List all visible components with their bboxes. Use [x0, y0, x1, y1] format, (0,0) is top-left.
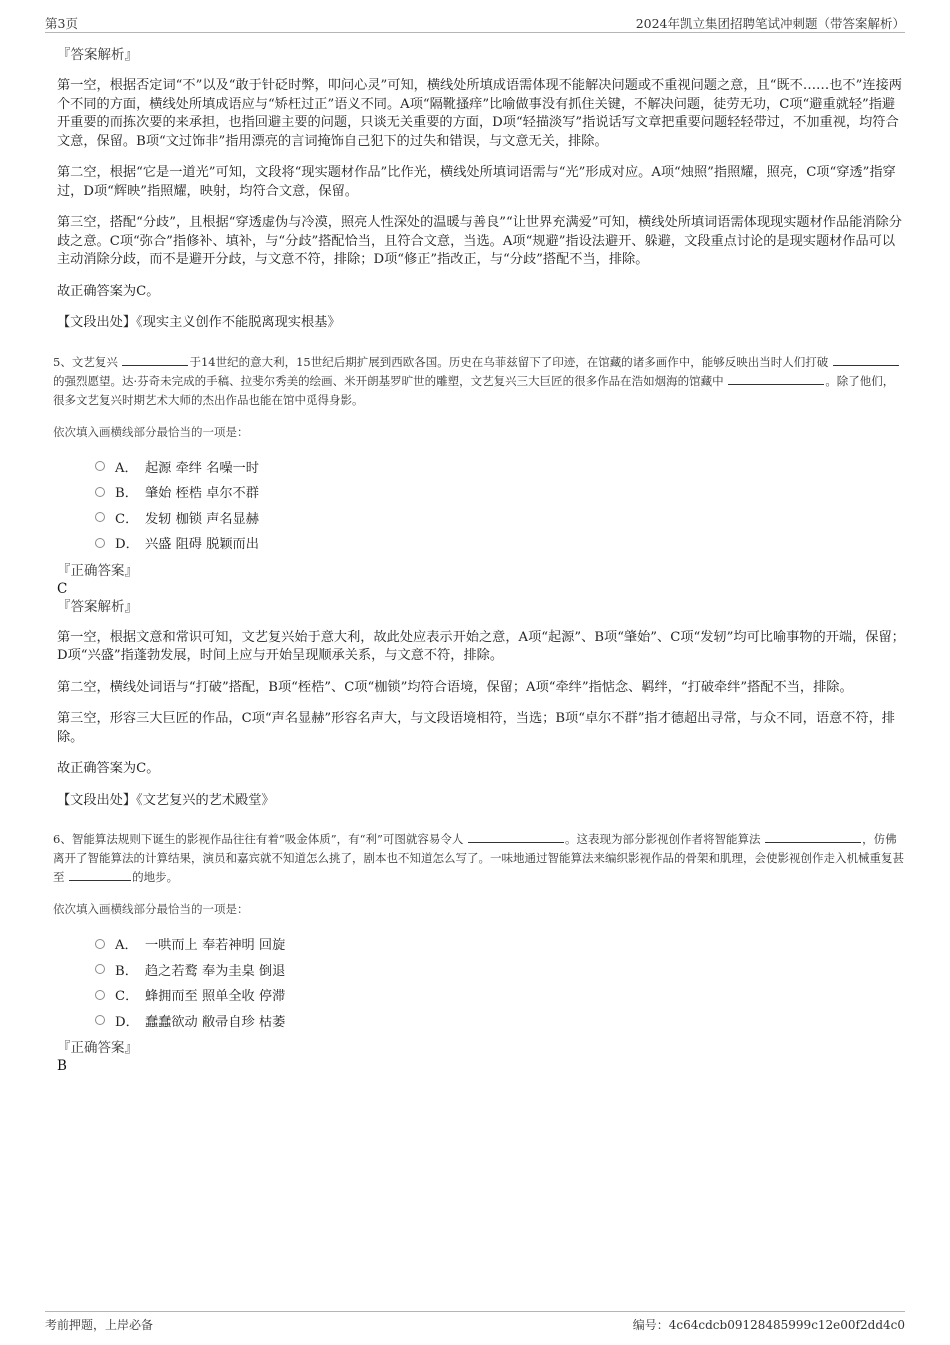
option-d[interactable]: D． 兴盛 阻碍 脱颖而出	[95, 530, 905, 556]
correct-answer: C	[57, 580, 68, 597]
question-instruction: 依次填入画横线部分最恰当的一项是：	[53, 424, 249, 439]
analysis-conclusion: 故正确答案为C。	[57, 283, 160, 299]
question-5-options	[95, 454, 905, 556]
question-5-stem: 5、文艺复兴 于14世纪的意大利，15世纪后期扩展到西欧各国。历史在乌菲兹留下了印迹，在馆藏的诸多画作中，能够反映出当时人们打破 的强烈愿望。达·芬奇未完成的手稿、拉斐尔秀美的绘画、米开朗基罗旷世的雕塑，文艺复兴三大巨匠的很多作品在浩如烟海的馆藏中 。除了他们，很多文艺复兴时期艺术大师的杰出作品也能在馆中觅得身影。	[53, 353, 905, 410]
document-id: 编号：4c64cdcb09128485999c12e00f2dd4c0	[632, 1318, 905, 1332]
fill-blank	[468, 831, 564, 843]
fill-blank	[765, 831, 861, 843]
radio-icon[interactable]	[95, 461, 105, 471]
option-c[interactable]: C． 蜂拥而至 照单全收 停滞	[95, 982, 905, 1008]
analysis-paragraph: 第三空，搭配“分歧”，且根据“穿透虚伪与冷漠，照亮人性深处的温暖与善良”“让世界充满爱”可知，横线处所填词语需体现现实题材作品能消除分歧之意。C项“弥合”指修补、填补，与“分歧”搭配恰当，且符合文意，当选。A项“规避”指设法避开、躲避，文段重点讨论的是现实题材作品可以主动消除分歧，而不是避开分歧，与文意不符，排除；D项“修正”指改正，与“分歧”搭配不当，排除。	[57, 215, 902, 267]
fill-blank	[69, 869, 131, 881]
analysis-conclusion: 故正确答案为C。	[57, 761, 160, 776]
footer-slogan: 考前押题，上岸必备	[45, 1318, 154, 1332]
passage-source: 【文段出处】《文艺复兴的艺术殿堂》	[57, 792, 275, 808]
radio-icon[interactable]	[95, 939, 105, 949]
fill-blank	[728, 373, 824, 385]
radio-icon[interactable]	[95, 1015, 105, 1025]
radio-icon[interactable]	[95, 538, 105, 548]
analysis-paragraph: 第三空，形容三大巨匠的作品，C项“声名显赫”形容名声大，与文段语境相符，当选；B项“卓尔不群”指才德超出寻常，与众不同，语意不符，排除。	[57, 711, 895, 745]
question-6-stem: 6、智能算法规则下诞生的影视作品往往有着“吸金体质”，有“利”可图就容易令人 。这表现为部分影视创作者将智能算法 ，仿佛离开了智能算法的计算结果，演员和嘉宾就不知道怎么挑了，剧本也不知道怎么写了。一味地通过智能算法来编织影视作品的骨架和肌理，会使影视创作走入机械重复甚至 的地步。	[53, 832, 904, 884]
page-header	[45, 14, 905, 33]
radio-icon[interactable]	[95, 990, 105, 1000]
analysis-label: 『答案解析』	[57, 47, 138, 63]
option-c[interactable]: C． 发轫 枷锁 声名显赫	[95, 505, 905, 531]
analysis-paragraph: 第一空，根据否定词“不”以及“敢于针砭时弊，叩问心灵”可知，横线处所填成语需体现不能解决问题或不重视问题之意，且“既不……也不”连接两个不同的方面，横线处所填成语应与“矫枉过正”语义不同。A项“隔靴搔痒”比喻做事没有抓住关键，不解决问题，徒劳无功，C项“避重就轻”指避开重要的而拣次要的来承担，也指回避主要的问题，只谈无关重要的方面，D项“轻描淡写”指说话写文章把重要问题轻轻带过，不加重视，均符合文意，保留。B项“文过饰非”指用漂亮的言词掩饰自己犯下的过失和错误，与文意无关，排除。	[57, 78, 902, 149]
analysis-paragraph: 第二空，根据“它是一道光”可知，文段将“现实题材作品”比作光，横线处所填词语需与“光”形成对应。A项“烛照”指照耀，照亮，C项“穿透”指穿过，D项“辉映”指照耀，映射，均符合文意，保留。	[57, 165, 896, 199]
question-6-options	[95, 931, 905, 1033]
radio-icon[interactable]	[95, 487, 105, 497]
option-a[interactable]: A． 起源 牵绊 名噪一时	[95, 454, 905, 480]
option-b[interactable]: B． 趋之若鹜 奉为圭臬 倒退	[95, 957, 905, 983]
passage-source: 【文段出处】《现实主义创作不能脱离现实根基》	[57, 315, 341, 330]
fill-blank	[833, 354, 899, 366]
radio-icon[interactable]	[95, 964, 105, 974]
analysis-paragraph: 第一空，根据文意和常识可知，文艺复兴始于意大利，故此处应表示开始之意，A项“起源”、B项“肇始”、C项“发轫”均可比喻事物的开端，保留；D项“兴盛”指蓬勃发展，时间上应与开始呈现顺承关系，与文意不符，排除。	[57, 629, 905, 663]
fill-blank	[122, 354, 188, 366]
page-number: 第3页	[45, 16, 78, 31]
document-title: 2024年凯立集团招聘笔试冲刺题（带答案解析）	[635, 16, 905, 31]
correct-answer: B	[57, 1058, 67, 1074]
option-d[interactable]: D． 蠢蠢欲动 敝帚自珍 枯萎	[95, 1008, 905, 1034]
radio-icon[interactable]	[95, 512, 105, 522]
option-b[interactable]: B． 肇始 桎梏 卓尔不群	[95, 479, 905, 505]
question-instruction: 依次填入画横线部分最恰当的一项是：	[53, 902, 249, 916]
analysis-label: 『答案解析』	[57, 598, 138, 615]
option-a[interactable]: A． 一哄而上 奉若神明 回旋	[95, 931, 905, 957]
correct-answer-label: 『正确答案』	[57, 562, 138, 579]
footer-divider	[45, 1311, 905, 1312]
page-content	[53, 46, 905, 1075]
correct-answer-label: 『正确答案』	[57, 1040, 138, 1056]
analysis-paragraph: 第二空，横线处词语与“打破”搭配，B项“桎梏”、C项“枷锁”均符合语境，保留；A项“牵绊”指惦念、羁绊，“打破牵绊”搭配不当，排除。	[57, 679, 853, 695]
